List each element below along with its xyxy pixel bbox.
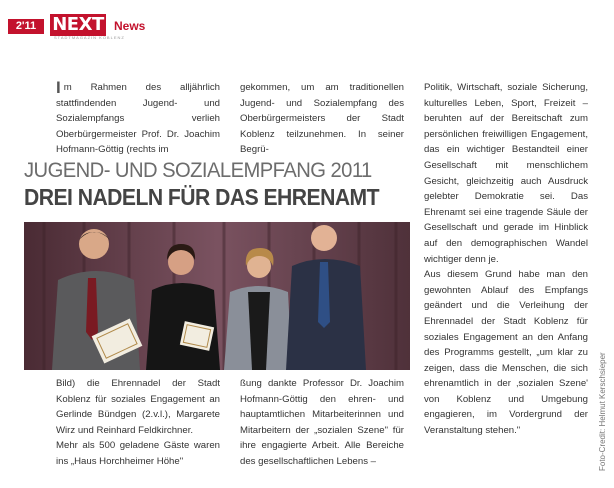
logo-subtitle: STADTMAGAZIN KOBLENZ — [54, 35, 125, 40]
paragraph: Aus diesem Grund habe man den gewohnten Ablauf des Empfangs geändert und die Verleihung der Ehrennadel der Stadt Koblenz für soziales Engagement an den Anfang des Programms gestellt, „um klar zu zeigen, dass die Menschen, die sich ehrenamtlich in der ‚sozialen Szene' von Koblenz und Umgebung engagieren, im Vordergrund der Veranstaltung stehen." — [424, 269, 588, 437]
column-2-bottom — [240, 376, 404, 470]
paragraph: Mehr als 500 geladene Gäste waren ins „Haus Horchheimer Höhe" — [56, 440, 220, 467]
paragraph: gekommen, um am traditionellen Jugend- und Sozialempfang des Oberbürgermeisters der Stadt Koblenz teilzunehmen. In seiner Begrü- — [240, 82, 404, 156]
column-2-top — [240, 80, 404, 158]
magazine-logo: NEXT — [50, 14, 106, 36]
column-1-top — [56, 80, 220, 158]
page-header — [0, 0, 614, 52]
drop-cap: I — [56, 78, 61, 97]
column-3 — [424, 80, 588, 439]
paragraph: Bild) die Ehrennadel der Stadt Koblenz für soziales Engagement an Gerlinde Bündgen (2.v.l.), Margarete Wirz und Reinhard Feldkirchner. — [56, 378, 220, 436]
photo-illustration — [24, 222, 410, 370]
section-label: News — [114, 19, 146, 33]
photo-credit: Foto-Credit: Helmut Kerschsieper — [598, 352, 607, 471]
paragraph: Politik, Wirtschaft, soziale Sicherung, kulturelles Leben, Sport, Freizeit – beruhten auf der Bereitschaft zum persönlichen freiwilligen Engagement, das ein wichtiger Bestandteil einer Gesellschaft mit menschlichem Gesicht, gleichzeitig auch Ausdruck gelebter Demokratie sei. Das Ehrenamt sei eine tragende Säule der Gesellschaft und gerade im Hinblick auf den demographischen Wandel wichtiger denn je. — [424, 82, 588, 265]
issue-badge: 2'11 — [8, 19, 44, 34]
paragraph: m Rahmen des alljährlich stattfindenden Jugend- und Sozialempfangs verlieh Oberbürgermeister Prof. Dr. Joachim Hofmann-Göttig (rechts im — [56, 82, 220, 156]
subheadline: DREI NADELN FÜR DAS EHRENAMT — [24, 184, 380, 210]
column-1-bottom — [56, 376, 220, 470]
award-photo — [24, 222, 410, 370]
paragraph: ßung dankte Professor Dr. Joachim Hofmann-Göttig den ehren- und hauptamtlichen Mitarbeiterinnen und Mitarbeitern der „sozialen Szene" für ihre engagierte Arbeit. Alle Bereiche des gesellschaftlichen Lebens – — [240, 378, 404, 467]
headline: JUGEND- UND SOZIALEMPFANG 2011 — [24, 158, 372, 182]
